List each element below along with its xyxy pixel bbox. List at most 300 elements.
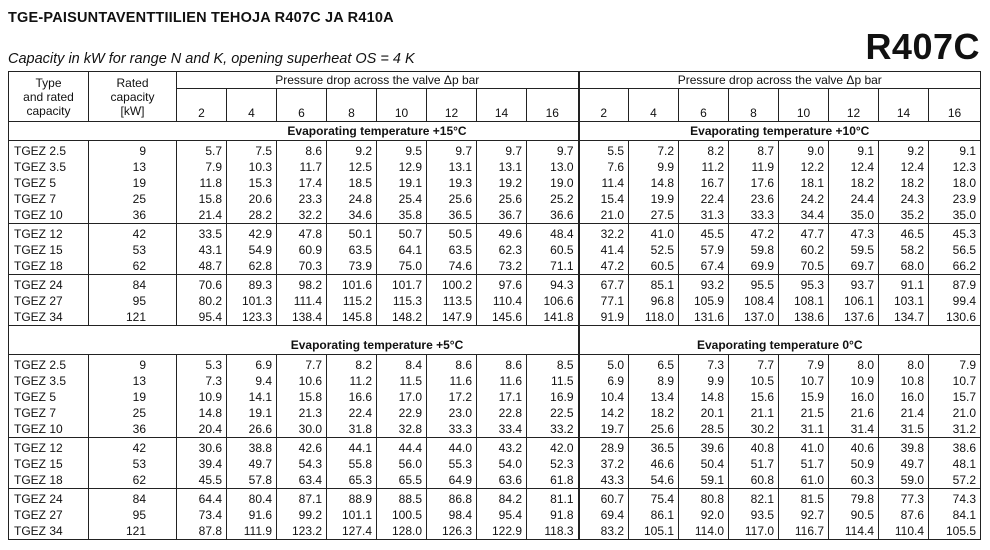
capacity-value-cell: 115.3 xyxy=(377,293,427,309)
capacity-value-cell: 11.5 xyxy=(377,373,427,389)
capacity-value-cell: 7.3 xyxy=(177,373,227,389)
capacity-value-cell: 86.8 xyxy=(427,489,477,508)
capacity-value-cell: 65.5 xyxy=(377,472,427,489)
capacity-value-cell: 80.8 xyxy=(679,489,729,508)
capacity-value-cell: 103.1 xyxy=(879,293,929,309)
capacity-value-cell: 39.4 xyxy=(177,456,227,472)
capacity-value-cell: 69.4 xyxy=(579,507,629,523)
capacity-value-cell: 117.0 xyxy=(729,523,779,540)
capacity-value-cell: 105.5 xyxy=(929,523,981,540)
capacity-value-cell: 17.6 xyxy=(729,175,779,191)
capacity-value-cell: 32.2 xyxy=(277,207,327,224)
capacity-value-cell: 105.1 xyxy=(629,523,679,540)
capacity-value-cell: 18.0 xyxy=(952,176,976,190)
capacity-value-cell: 75.0 xyxy=(377,258,427,275)
capacity-value-cell: 35.8 xyxy=(377,207,427,224)
capacity-value-cell: 23.0 xyxy=(427,405,477,421)
capacity-value-cell: 25.6 xyxy=(427,191,477,207)
rated-capacity-cell: 36 xyxy=(89,421,177,438)
capacity-value-cell: 55.8 xyxy=(327,456,377,472)
capacity-value-cell: 8.0 xyxy=(879,355,929,374)
capacity-value-cell: 54.9 xyxy=(227,242,277,258)
capacity-value-cell: 99.2 xyxy=(277,507,327,523)
capacity-value-cell: 59.5 xyxy=(829,242,879,258)
capacity-value-cell: 27.5 xyxy=(629,207,679,224)
capacity-value-cell: 101.6 xyxy=(327,275,377,294)
capacity-value-cell: 87.1 xyxy=(277,489,327,508)
capacity-value-cell: 9.9 xyxy=(679,373,729,389)
capacity-value-cell: 88.9 xyxy=(327,489,377,508)
capacity-value-cell: 32.8 xyxy=(377,421,427,438)
capacity-value-cell: 101.1 xyxy=(327,507,377,523)
valve-type-cell: TGEZ 2.5 xyxy=(9,355,89,374)
capacity-value-cell: 7.6 xyxy=(579,159,629,175)
rated-capacity-header-line: [kW] xyxy=(120,103,145,118)
capacity-value-cell: 95.5 xyxy=(729,275,779,294)
capacity-value-cell: 47.2 xyxy=(729,224,779,243)
capacity-value-cell: 10.4 xyxy=(579,389,629,405)
capacity-value-cell: 31.2 xyxy=(929,421,981,438)
evap-temperature-right: Evaporating temperature 0°C xyxy=(579,336,981,355)
valve-type-cell: TGEZ 15 xyxy=(9,242,89,258)
capacity-value-cell: 70.5 xyxy=(779,258,829,275)
capacity-value-cell: 65.3 xyxy=(327,472,377,489)
capacity-value-cell: 43.2 xyxy=(477,438,527,457)
capacity-value-cell: 134.7 xyxy=(879,309,929,326)
capacity-value-cell: 98.2 xyxy=(277,275,327,294)
block-separator-cell xyxy=(579,326,981,337)
capacity-value-cell: 80.2 xyxy=(177,293,227,309)
capacity-value-cell: 20.1 xyxy=(679,405,729,421)
capacity-value-cell: 28.5 xyxy=(679,421,729,438)
capacity-value-cell: 14.2 xyxy=(579,405,629,421)
capacity-value-cell: 64.9 xyxy=(427,472,477,489)
capacity-value-cell: 37.2 xyxy=(579,456,629,472)
rated-capacity-cell: 9 xyxy=(89,355,177,374)
capacity-value-cell: 21.6 xyxy=(829,405,879,421)
capacity-value-cell: 16.0 xyxy=(829,389,879,405)
capacity-value-cell: 68.0 xyxy=(879,258,929,275)
capacity-value-cell: 44.4 xyxy=(377,438,427,457)
capacity-table xyxy=(8,71,981,540)
capacity-value-cell: 18.2 xyxy=(879,175,929,191)
valve-type-cell: TGEZ 18 xyxy=(9,258,89,275)
capacity-value-cell: 10.7 xyxy=(952,374,976,388)
capacity-value-cell: 50.7 xyxy=(377,224,427,243)
capacity-value-cell: 79.8 xyxy=(829,489,879,508)
capacity-value-cell: 59.0 xyxy=(879,472,929,489)
capacity-value-cell: 9.2 xyxy=(327,141,377,160)
evap-temperature-left: Evaporating temperature +5°C xyxy=(177,336,579,355)
capacity-value-cell: 95.4 xyxy=(477,507,527,523)
capacity-value-cell: 21.1 xyxy=(729,405,779,421)
capacity-value-cell: 63.5 xyxy=(427,242,477,258)
header-row-top xyxy=(9,72,981,89)
capacity-value-cell: 74.3 xyxy=(952,492,976,506)
capacity-value-cell: 71.1 xyxy=(527,258,579,275)
capacity-value-cell: 87.6 xyxy=(879,507,929,523)
capacity-value-cell: 122.9 xyxy=(477,523,527,540)
capacity-value-cell: 127.4 xyxy=(327,523,377,540)
pressure-value-header: 10 xyxy=(377,89,427,122)
capacity-value-cell: 10.5 xyxy=(729,373,779,389)
table-row xyxy=(9,456,981,472)
capacity-value-cell: 30.0 xyxy=(277,421,327,438)
capacity-value-cell: 20.4 xyxy=(177,421,227,438)
capacity-value-cell: 97.6 xyxy=(477,275,527,294)
capacity-value-cell: 36.7 xyxy=(477,207,527,224)
capacity-value-cell: 10.7 xyxy=(779,373,829,389)
capacity-value-cell: 17.1 xyxy=(477,389,527,405)
capacity-value-cell: 44.1 xyxy=(327,438,377,457)
pressure-value-header: 4 xyxy=(629,89,679,122)
capacity-value-cell: 56.5 xyxy=(952,243,976,257)
capacity-value-cell: 141.8 xyxy=(527,309,579,326)
capacity-value-cell: 21.4 xyxy=(177,207,227,224)
capacity-value-cell: 30.6 xyxy=(177,438,227,457)
table-row xyxy=(9,293,981,309)
capacity-value-cell: 84.2 xyxy=(477,489,527,508)
capacity-value-cell: 9.1 xyxy=(959,144,976,158)
capacity-value-cell: 42.6 xyxy=(277,438,327,457)
capacity-value-cell: 58.2 xyxy=(879,242,929,258)
capacity-value-cell: 88.5 xyxy=(377,489,427,508)
capacity-value-cell: 24.2 xyxy=(779,191,829,207)
rated-capacity-cell: 19 xyxy=(89,175,177,191)
valve-type-cell: TGEZ 5 xyxy=(9,389,89,405)
capacity-value-cell: 92.7 xyxy=(779,507,829,523)
capacity-value-cell: 85.1 xyxy=(629,275,679,294)
capacity-value-cell: 14.8 xyxy=(679,389,729,405)
capacity-value-cell: 20.6 xyxy=(227,191,277,207)
capacity-value-cell: 28.2 xyxy=(227,207,277,224)
valve-type-cell: TGEZ 24 xyxy=(9,489,89,508)
capacity-value-cell: 33.5 xyxy=(177,224,227,243)
capacity-value-cell: 22.8 xyxy=(477,405,527,421)
capacity-value-cell: 9.4 xyxy=(227,373,277,389)
capacity-value-cell: 11.8 xyxy=(177,175,227,191)
capacity-value-cell: 115.2 xyxy=(327,293,377,309)
capacity-value-cell: 91.1 xyxy=(879,275,929,294)
capacity-value-cell: 86.1 xyxy=(629,507,679,523)
capacity-value-cell: 57.9 xyxy=(679,242,729,258)
capacity-value-cell: 25.2 xyxy=(527,191,579,207)
capacity-value-cell: 41.0 xyxy=(629,224,679,243)
pressure-value-header: 6 xyxy=(679,89,729,122)
capacity-value-cell: 114.0 xyxy=(679,523,729,540)
capacity-value-cell: 18.5 xyxy=(327,175,377,191)
capacity-value-cell: 21.0 xyxy=(952,406,976,420)
table-row xyxy=(9,405,981,421)
capacity-value-cell: 38.8 xyxy=(227,438,277,457)
capacity-value-cell: 60.2 xyxy=(779,242,829,258)
capacity-value-cell: 50.1 xyxy=(327,224,377,243)
rated-capacity-cell: 42 xyxy=(89,438,177,457)
capacity-value-cell: 92.0 xyxy=(679,507,729,523)
capacity-value-cell: 59.1 xyxy=(679,472,729,489)
table-row xyxy=(9,489,981,508)
capacity-value-cell: 147.9 xyxy=(427,309,477,326)
capacity-value-cell: 35.0 xyxy=(929,207,981,224)
capacity-value-cell: 82.1 xyxy=(729,489,779,508)
capacity-value-cell: 70.3 xyxy=(277,258,327,275)
pressure-value-header: 16 xyxy=(929,89,981,122)
capacity-value-cell: 99.4 xyxy=(952,294,976,308)
capacity-value-cell: 49.7 xyxy=(227,456,277,472)
valve-type-cell: TGEZ 27 xyxy=(9,507,89,523)
capacity-value-cell: 138.4 xyxy=(277,309,327,326)
capacity-value-cell: 8.7 xyxy=(729,141,779,160)
capacity-value-cell: 111.4 xyxy=(277,293,327,309)
capacity-value-cell: 6.9 xyxy=(227,355,277,374)
capacity-value-cell: 80.4 xyxy=(227,489,277,508)
capacity-value-cell: 130.6 xyxy=(929,309,981,326)
capacity-value-cell: 13.4 xyxy=(629,389,679,405)
capacity-value-cell: 138.6 xyxy=(779,309,829,326)
capacity-value-cell: 44.0 xyxy=(427,438,477,457)
valve-type-cell: TGEZ 10 xyxy=(9,421,89,438)
capacity-value-cell: 10.6 xyxy=(277,373,327,389)
capacity-value-cell: 51.7 xyxy=(779,456,829,472)
capacity-value-cell: 75.4 xyxy=(629,489,679,508)
capacity-value-cell: 101.7 xyxy=(377,275,427,294)
capacity-value-cell: 73.4 xyxy=(177,507,227,523)
capacity-value-cell: 123.2 xyxy=(277,523,327,540)
capacity-value-cell: 63.6 xyxy=(477,472,527,489)
capacity-value-cell: 33.2 xyxy=(527,421,579,438)
capacity-value-cell: 14.8 xyxy=(629,175,679,191)
capacity-value-cell: 24.8 xyxy=(327,191,377,207)
capacity-value-cell: 5.3 xyxy=(177,355,227,374)
capacity-value-cell: 19.2 xyxy=(477,175,527,191)
capacity-value-cell: 31.5 xyxy=(879,421,929,438)
capacity-value-cell: 26.6 xyxy=(227,421,277,438)
capacity-value-cell: 8.2 xyxy=(679,141,729,160)
capacity-value-cell: 7.7 xyxy=(729,355,779,374)
capacity-value-cell: 19.3 xyxy=(427,175,477,191)
evaporating-temperature-row xyxy=(9,336,981,355)
capacity-value-cell: 105.9 xyxy=(679,293,729,309)
capacity-value-cell: 47.7 xyxy=(779,224,829,243)
capacity-value-cell: 5.5 xyxy=(579,141,629,160)
capacity-value-cell: 13.1 xyxy=(477,159,527,175)
capacity-value-cell: 64.4 xyxy=(177,489,227,508)
capacity-value-cell: 60.8 xyxy=(729,472,779,489)
pressure-value-header: 8 xyxy=(327,89,377,122)
pressure-value-header: 2 xyxy=(579,89,629,122)
capacity-value-cell: 7.9 xyxy=(779,355,829,374)
capacity-value-cell: 9.7 xyxy=(427,141,477,160)
valve-type-cell: TGEZ 7 xyxy=(9,405,89,421)
capacity-value-cell: 56.0 xyxy=(377,456,427,472)
capacity-value-cell: 10.9 xyxy=(829,373,879,389)
capacity-value-cell: 8.0 xyxy=(829,355,879,374)
capacity-value-cell: 62.8 xyxy=(227,258,277,275)
capacity-value-cell: 35.0 xyxy=(829,207,879,224)
capacity-value-cell: 23.3 xyxy=(277,191,327,207)
capacity-value-cell: 8.2 xyxy=(327,355,377,374)
capacity-value-cell: 69.9 xyxy=(729,258,779,275)
capacity-value-cell: 9.5 xyxy=(377,141,427,160)
capacity-value-cell: 9.2 xyxy=(879,141,929,160)
capacity-value-cell: 93.7 xyxy=(829,275,879,294)
evap-spacer xyxy=(9,122,177,141)
capacity-value-cell: 39.6 xyxy=(679,438,729,457)
capacity-value-cell: 60.5 xyxy=(527,242,579,258)
capacity-value-cell: 45.5 xyxy=(177,472,227,489)
rated-capacity-cell: 13 xyxy=(89,373,177,389)
valve-type-cell: TGEZ 34 xyxy=(9,309,89,326)
capacity-value-cell: 17.2 xyxy=(427,389,477,405)
capacity-value-cell: 31.1 xyxy=(779,421,829,438)
capacity-value-cell: 61.0 xyxy=(779,472,829,489)
capacity-value-cell: 22.4 xyxy=(327,405,377,421)
capacity-value-cell: 42.0 xyxy=(527,438,579,457)
table-row xyxy=(9,355,981,374)
capacity-value-cell: 12.4 xyxy=(879,159,929,175)
capacity-value-cell: 11.7 xyxy=(277,159,327,175)
capacity-value-cell: 9.0 xyxy=(779,141,829,160)
capacity-value-cell: 84.1 xyxy=(952,508,976,522)
capacity-value-cell: 51.7 xyxy=(729,456,779,472)
capacity-value-cell: 11.2 xyxy=(679,159,729,175)
capacity-value-cell: 18.1 xyxy=(779,175,829,191)
capacity-value-cell: 131.6 xyxy=(679,309,729,326)
evap-temperature-right: Evaporating temperature +10°C xyxy=(579,122,981,141)
valve-type-cell: TGEZ 34 xyxy=(9,523,89,540)
capacity-value-cell: 6.9 xyxy=(579,373,629,389)
capacity-value-cell: 110.4 xyxy=(879,523,929,540)
capacity-value-cell: 40.8 xyxy=(729,438,779,457)
capacity-value-cell: 36.5 xyxy=(427,207,477,224)
capacity-value-cell: 17.4 xyxy=(277,175,327,191)
capacity-value-cell: 31.4 xyxy=(829,421,879,438)
capacity-value-cell: 7.2 xyxy=(629,141,679,160)
capacity-value-cell: 42.9 xyxy=(227,224,277,243)
capacity-value-cell: 60.3 xyxy=(829,472,879,489)
table-row xyxy=(9,242,981,258)
valve-type-cell: TGEZ 5 xyxy=(9,175,89,191)
capacity-value-cell: 118.0 xyxy=(629,309,679,326)
rated-capacity-cell: 84 xyxy=(89,275,177,294)
capacity-value-cell: 123.3 xyxy=(227,309,277,326)
capacity-value-cell: 77.3 xyxy=(879,489,929,508)
capacity-value-cell: 46.6 xyxy=(629,456,679,472)
table-row xyxy=(9,523,981,540)
capacity-value-cell: 91.9 xyxy=(579,309,629,326)
table-row xyxy=(9,141,981,160)
pressure-value-header: 10 xyxy=(779,89,829,122)
capacity-value-cell: 31.8 xyxy=(327,421,377,438)
capacity-value-cell: 19.9 xyxy=(629,191,679,207)
rated-capacity-cell: 36 xyxy=(89,207,177,224)
capacity-value-cell: 8.6 xyxy=(277,141,327,160)
capacity-value-cell: 12.4 xyxy=(829,159,879,175)
capacity-value-cell: 36.5 xyxy=(629,438,679,457)
capacity-value-cell: 16.7 xyxy=(679,175,729,191)
rated-capacity-cell: 121 xyxy=(89,309,177,326)
capacity-value-cell: 31.3 xyxy=(679,207,729,224)
valve-type-cell: TGEZ 15 xyxy=(9,456,89,472)
capacity-value-cell: 101.3 xyxy=(227,293,277,309)
capacity-value-cell: 7.9 xyxy=(177,159,227,175)
pressure-value-header: 16 xyxy=(527,89,579,122)
rated-capacity-cell: 42 xyxy=(89,224,177,243)
capacity-value-cell: 46.5 xyxy=(879,224,929,243)
capacity-value-cell: 25.4 xyxy=(377,191,427,207)
capacity-value-cell: 49.7 xyxy=(879,456,929,472)
capacity-value-cell: 14.8 xyxy=(177,405,227,421)
pressure-value-header: 8 xyxy=(729,89,779,122)
pressure-value-header: 14 xyxy=(879,89,929,122)
capacity-value-cell: 67.4 xyxy=(679,258,729,275)
capacity-value-cell: 96.8 xyxy=(629,293,679,309)
capacity-value-cell: 106.6 xyxy=(527,293,579,309)
capacity-value-cell: 54.3 xyxy=(277,456,327,472)
capacity-value-cell: 11.4 xyxy=(579,175,629,191)
page-subtitle: Capacity in kW for range N and K, opening superheat OS = 4 K xyxy=(8,51,415,67)
capacity-value-cell: 38.6 xyxy=(952,441,976,455)
capacity-value-cell: 11.9 xyxy=(729,159,779,175)
capacity-value-cell: 11.6 xyxy=(427,373,477,389)
capacity-value-cell: 62.3 xyxy=(477,242,527,258)
capacity-value-cell: 9.1 xyxy=(829,141,879,160)
capacity-value-cell: 41.4 xyxy=(579,242,629,258)
table-row xyxy=(9,159,981,175)
rated-capacity-cell: 121 xyxy=(89,523,177,540)
capacity-value-cell: 74.6 xyxy=(427,258,477,275)
capacity-value-cell: 25.6 xyxy=(629,421,679,438)
capacity-value-cell: 24.4 xyxy=(829,191,879,207)
capacity-value-cell: 54.6 xyxy=(629,472,679,489)
capacity-value-cell: 118.3 xyxy=(527,523,579,540)
capacity-value-cell: 48.4 xyxy=(527,224,579,243)
rated-capacity-header xyxy=(89,72,177,122)
capacity-value-cell: 48.7 xyxy=(177,258,227,275)
table-row xyxy=(9,373,981,389)
capacity-value-cell: 54.0 xyxy=(477,456,527,472)
capacity-value-cell: 66.2 xyxy=(929,258,981,275)
capacity-value-cell: 60.5 xyxy=(629,258,679,275)
capacity-value-cell: 95.3 xyxy=(779,275,829,294)
table-row xyxy=(9,224,981,243)
capacity-value-cell: 13.1 xyxy=(427,159,477,175)
capacity-value-cell: 9.7 xyxy=(527,141,579,160)
pressure-value-header: 12 xyxy=(829,89,879,122)
capacity-value-cell: 13.0 xyxy=(527,159,579,175)
capacity-value-cell: 36.6 xyxy=(527,207,579,224)
capacity-value-cell: 47.2 xyxy=(579,258,629,275)
page-title: TGE-PAISUNTAVENTTIILIEN TEHOJA R407C JA R410A xyxy=(8,10,394,26)
capacity-value-cell: 137.6 xyxy=(829,309,879,326)
capacity-value-cell: 110.4 xyxy=(477,293,527,309)
capacity-value-cell: 8.6 xyxy=(427,355,477,374)
capacity-value-cell: 45.3 xyxy=(952,227,976,241)
capacity-value-cell: 19.0 xyxy=(527,175,579,191)
capacity-value-cell: 93.2 xyxy=(679,275,729,294)
capacity-value-cell: 87.9 xyxy=(952,278,976,292)
evaporating-temperature-row xyxy=(9,122,981,141)
capacity-value-cell: 25.6 xyxy=(477,191,527,207)
capacity-value-cell: 33.3 xyxy=(427,421,477,438)
capacity-value-cell: 9.7 xyxy=(477,141,527,160)
capacity-value-cell: 10.3 xyxy=(227,159,277,175)
table-row xyxy=(9,389,981,405)
capacity-value-cell: 111.9 xyxy=(227,523,277,540)
table-row xyxy=(9,309,981,326)
capacity-value-cell: 57.8 xyxy=(227,472,277,489)
capacity-value-cell: 10.9 xyxy=(177,389,227,405)
